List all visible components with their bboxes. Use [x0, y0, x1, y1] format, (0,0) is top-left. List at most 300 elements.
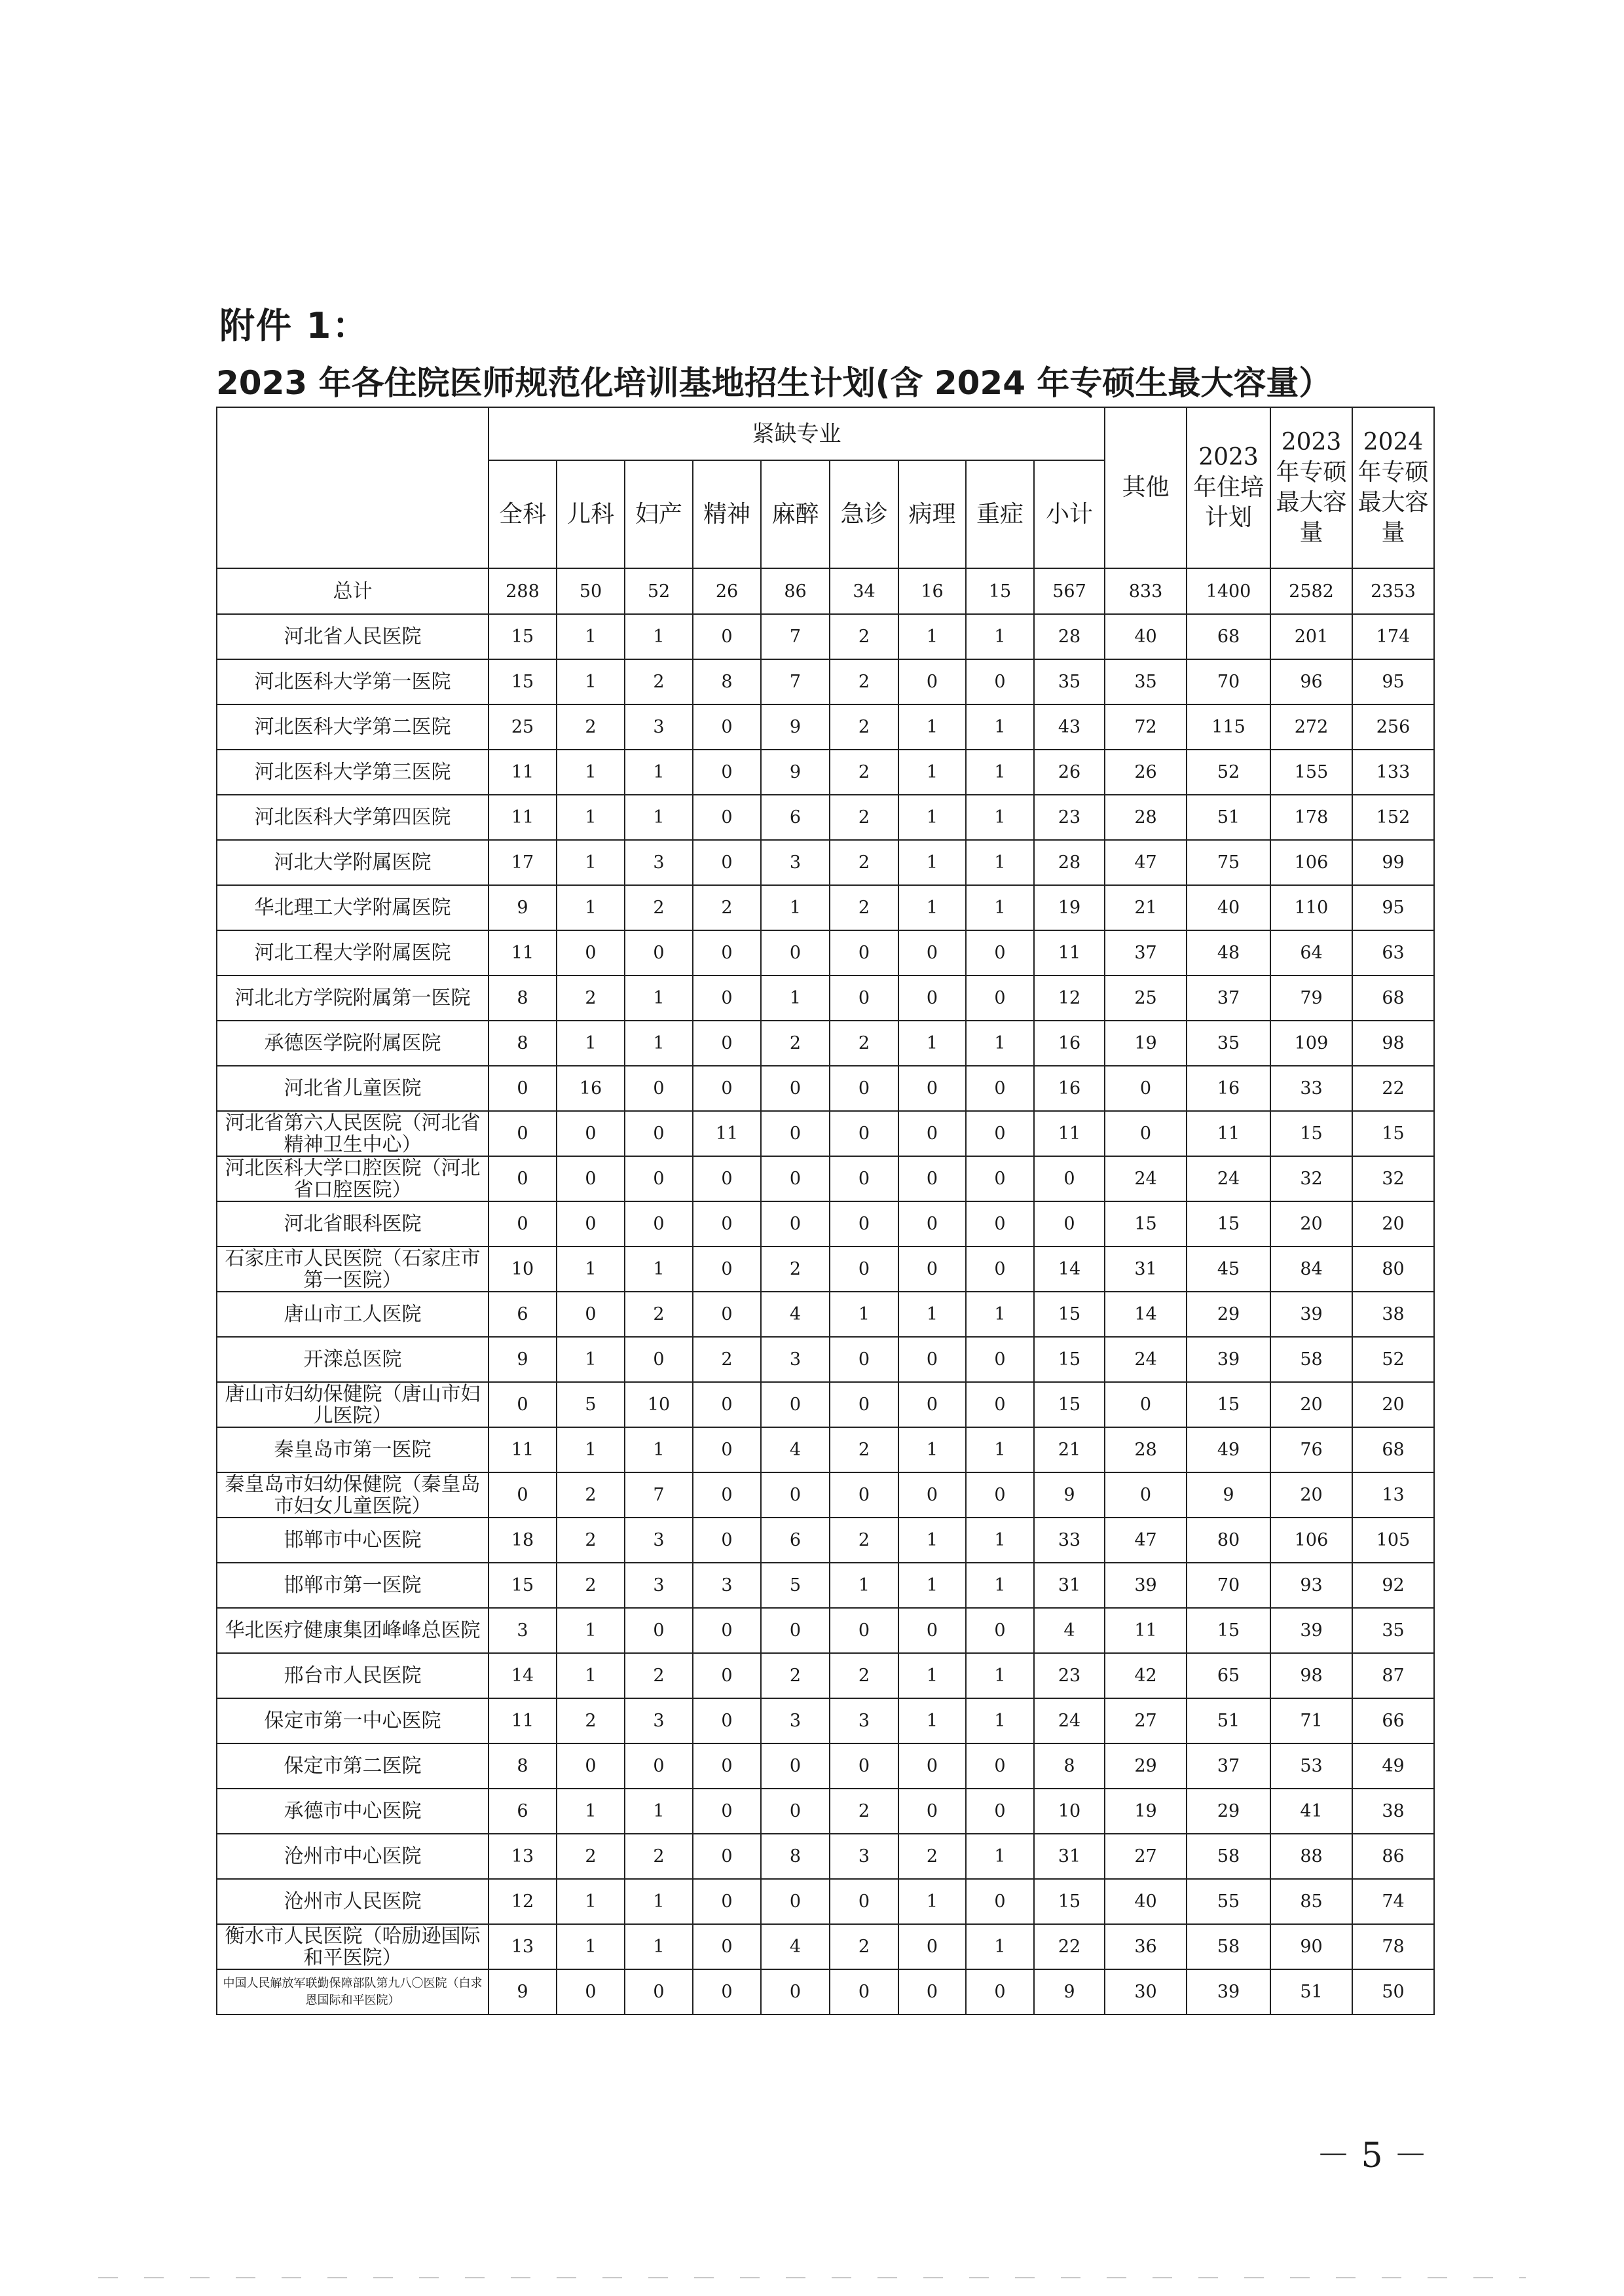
cell-pathology: 0 — [898, 1472, 966, 1518]
cell-2023-plan: 49 — [1187, 1427, 1270, 1472]
cell-psychiatry: 0 — [693, 1472, 761, 1518]
cell-emergency: 2 — [830, 795, 898, 840]
cell-critical-care: 0 — [966, 1337, 1034, 1382]
cell-critical-care: 1 — [966, 614, 1034, 659]
table-row — [217, 1247, 1434, 1292]
hospital-name-cell: 河北省儿童医院 — [217, 1066, 489, 1111]
cell-2024-master-capacity: 105 — [1352, 1518, 1434, 1563]
table-row — [217, 1653, 1434, 1698]
cell-subtotal: 4 — [1034, 1608, 1105, 1653]
cell-pediatrics: 2 — [557, 1563, 625, 1608]
cell-subtotal: 26 — [1034, 750, 1105, 795]
cell-emergency: 0 — [830, 1743, 898, 1789]
cell-critical-care: 0 — [966, 1608, 1034, 1653]
cell-other: 27 — [1105, 1834, 1187, 1879]
cell-critical-care: 1 — [966, 1834, 1034, 1879]
cell-2023-plan: 35 — [1187, 1021, 1270, 1066]
cell-2023-plan: 29 — [1187, 1292, 1270, 1337]
enrollment-plan-table — [216, 407, 1435, 2015]
cell-psychiatry: 0 — [693, 840, 761, 885]
cell-psychiatry: 0 — [693, 1789, 761, 1834]
cell-pathology: 16 — [898, 568, 966, 614]
cell-subtotal: 0 — [1034, 1156, 1105, 1201]
cell-2024-master-capacity: 95 — [1352, 885, 1434, 930]
cell-obstetrics: 1 — [625, 750, 693, 795]
cell-other: 11 — [1105, 1608, 1187, 1653]
cell-critical-care: 0 — [966, 1111, 1034, 1156]
cell-general: 0 — [489, 1201, 557, 1247]
cell-obstetrics: 2 — [625, 1653, 693, 1698]
cell-pediatrics: 0 — [557, 930, 625, 975]
cell-general: 8 — [489, 1743, 557, 1789]
hospital-name-cell: 承德医学院附属医院 — [217, 1021, 489, 1066]
cell-2023-plan: 37 — [1187, 975, 1270, 1021]
cell-2023-master-capacity: 32 — [1270, 1156, 1352, 1201]
cell-emergency: 2 — [830, 1653, 898, 1698]
table-row — [217, 1924, 1434, 1969]
cell-obstetrics: 3 — [625, 1698, 693, 1743]
cell-psychiatry: 0 — [693, 1608, 761, 1653]
hospital-name-cell: 中国人民解放军联勤保障部队第九八〇医院（白求恩国际和平医院） — [217, 1969, 489, 2014]
hospital-name-cell: 总计 — [217, 568, 489, 614]
cell-2023-master-capacity: 178 — [1270, 795, 1352, 840]
cell-pathology: 1 — [898, 1518, 966, 1563]
table-row — [217, 1021, 1434, 1066]
cell-2023-plan: 65 — [1187, 1653, 1270, 1698]
hospital-name-cell: 沧州市中心医院 — [217, 1834, 489, 1879]
cell-emergency: 2 — [830, 1924, 898, 1969]
cell-pediatrics: 2 — [557, 704, 625, 750]
cell-2024-master-capacity: 38 — [1352, 1789, 1434, 1834]
cell-2023-master-capacity: 98 — [1270, 1653, 1352, 1698]
table-row — [217, 930, 1434, 975]
cell-other: 42 — [1105, 1653, 1187, 1698]
cell-emergency: 2 — [830, 840, 898, 885]
cell-obstetrics: 2 — [625, 1292, 693, 1337]
cell-subtotal: 22 — [1034, 1924, 1105, 1969]
cell-general: 11 — [489, 930, 557, 975]
cell-2024-master-capacity: 22 — [1352, 1066, 1434, 1111]
cell-2023-plan: 58 — [1187, 1834, 1270, 1879]
cell-pediatrics: 1 — [557, 1789, 625, 1834]
cell-general: 18 — [489, 1518, 557, 1563]
cell-other: 24 — [1105, 1337, 1187, 1382]
cell-2023-master-capacity: 20 — [1270, 1382, 1352, 1427]
cell-anesthesia: 6 — [761, 795, 830, 840]
cell-obstetrics: 1 — [625, 1427, 693, 1472]
cell-anesthesia: 2 — [761, 1021, 830, 1066]
cell-general: 0 — [489, 1066, 557, 1111]
cell-psychiatry: 0 — [693, 1156, 761, 1201]
table-row — [217, 1337, 1434, 1382]
cell-pediatrics: 2 — [557, 1698, 625, 1743]
cell-2023-plan: 75 — [1187, 840, 1270, 885]
cell-anesthesia: 0 — [761, 1156, 830, 1201]
cell-critical-care: 1 — [966, 1653, 1034, 1698]
cell-emergency: 2 — [830, 750, 898, 795]
cell-2023-master-capacity: 39 — [1270, 1608, 1352, 1653]
cell-obstetrics: 3 — [625, 1518, 693, 1563]
cell-other: 72 — [1105, 704, 1187, 750]
cell-psychiatry: 0 — [693, 1924, 761, 1969]
cell-2023-plan: 39 — [1187, 1337, 1270, 1382]
cell-general: 288 — [489, 568, 557, 614]
cell-critical-care: 1 — [966, 1021, 1034, 1066]
col-header-critical-care: 重症 — [966, 460, 1034, 568]
cell-2023-master-capacity: 79 — [1270, 975, 1352, 1021]
cell-emergency: 0 — [830, 1382, 898, 1427]
cell-2023-master-capacity: 64 — [1270, 930, 1352, 975]
col-header-2023-plan: 2023 年住培计划 — [1187, 407, 1270, 568]
cell-2023-plan: 24 — [1187, 1156, 1270, 1201]
cell-critical-care: 0 — [966, 1201, 1034, 1247]
cell-pathology: 0 — [898, 1066, 966, 1111]
cell-emergency: 0 — [830, 1111, 898, 1156]
cell-2023-master-capacity: 15 — [1270, 1111, 1352, 1156]
cell-pathology: 1 — [898, 885, 966, 930]
col-header-subtotal: 小计 — [1034, 460, 1105, 568]
cell-general: 11 — [489, 750, 557, 795]
cell-other: 0 — [1105, 1472, 1187, 1518]
cell-critical-care: 0 — [966, 1247, 1034, 1292]
cell-pathology: 1 — [898, 795, 966, 840]
cell-2024-master-capacity: 20 — [1352, 1382, 1434, 1427]
cell-2023-master-capacity: 106 — [1270, 840, 1352, 885]
table-row — [217, 1834, 1434, 1879]
cell-general: 13 — [489, 1834, 557, 1879]
cell-critical-care: 1 — [966, 1698, 1034, 1743]
cell-2023-master-capacity: 201 — [1270, 614, 1352, 659]
cell-other: 39 — [1105, 1563, 1187, 1608]
table-row — [217, 1111, 1434, 1156]
cell-critical-care: 1 — [966, 1563, 1034, 1608]
cell-emergency: 0 — [830, 1156, 898, 1201]
cell-2024-master-capacity: 63 — [1352, 930, 1434, 975]
cell-pediatrics: 1 — [557, 1924, 625, 1969]
cell-psychiatry: 26 — [693, 568, 761, 614]
cell-other: 19 — [1105, 1021, 1187, 1066]
table-row — [217, 1879, 1434, 1924]
cell-critical-care: 1 — [966, 840, 1034, 885]
cell-anesthesia: 3 — [761, 840, 830, 885]
cell-emergency: 0 — [830, 1201, 898, 1247]
cell-pathology: 2 — [898, 1834, 966, 1879]
cell-2023-plan: 15 — [1187, 1608, 1270, 1653]
cell-2023-plan: 68 — [1187, 614, 1270, 659]
table-row — [217, 1382, 1434, 1427]
cell-2023-master-capacity: 58 — [1270, 1337, 1352, 1382]
cell-2024-master-capacity: 87 — [1352, 1653, 1434, 1698]
cell-critical-care: 1 — [966, 704, 1034, 750]
cell-pediatrics: 1 — [557, 614, 625, 659]
cell-obstetrics: 0 — [625, 1156, 693, 1201]
cell-other: 24 — [1105, 1156, 1187, 1201]
cell-anesthesia: 1 — [761, 975, 830, 1021]
cell-subtotal: 0 — [1034, 1201, 1105, 1247]
cell-critical-care: 1 — [966, 795, 1034, 840]
cell-2024-master-capacity: 20 — [1352, 1201, 1434, 1247]
cell-pediatrics: 1 — [557, 1879, 625, 1924]
hospital-name-cell: 河北北方学院附属第一医院 — [217, 975, 489, 1021]
cell-subtotal: 31 — [1034, 1834, 1105, 1879]
cell-obstetrics: 1 — [625, 1924, 693, 1969]
cell-general: 0 — [489, 1111, 557, 1156]
cell-anesthesia: 0 — [761, 1472, 830, 1518]
cell-2023-master-capacity: 20 — [1270, 1472, 1352, 1518]
hospital-name-cell: 河北工程大学附属医院 — [217, 930, 489, 975]
cell-emergency: 2 — [830, 1427, 898, 1472]
cell-subtotal: 24 — [1034, 1698, 1105, 1743]
cell-other: 14 — [1105, 1292, 1187, 1337]
cell-obstetrics: 1 — [625, 975, 693, 1021]
scan-edge-rule — [98, 2277, 1526, 2278]
cell-other: 28 — [1105, 1427, 1187, 1472]
cell-anesthesia: 3 — [761, 1337, 830, 1382]
cell-anesthesia: 0 — [761, 1111, 830, 1156]
cell-emergency: 0 — [830, 1608, 898, 1653]
cell-critical-care: 1 — [966, 1292, 1034, 1337]
cell-emergency: 2 — [830, 1021, 898, 1066]
table-row — [217, 1743, 1434, 1789]
cell-critical-care: 0 — [966, 975, 1034, 1021]
cell-2024-master-capacity: 68 — [1352, 1427, 1434, 1472]
cell-subtotal: 28 — [1034, 840, 1105, 885]
table-row — [217, 614, 1434, 659]
hospital-name-cell: 华北医疗健康集团峰峰总医院 — [217, 1608, 489, 1653]
cell-pediatrics: 0 — [557, 1111, 625, 1156]
attachment-label: 附件 1： — [219, 305, 369, 346]
cell-critical-care: 0 — [966, 1066, 1034, 1111]
cell-psychiatry: 0 — [693, 1066, 761, 1111]
hospital-name-cell: 河北大学附属医院 — [217, 840, 489, 885]
cell-anesthesia: 0 — [761, 1201, 830, 1247]
cell-other: 0 — [1105, 1382, 1187, 1427]
cell-pediatrics: 0 — [557, 1156, 625, 1201]
cell-2024-master-capacity: 98 — [1352, 1021, 1434, 1066]
cell-general: 0 — [489, 1472, 557, 1518]
cell-2023-plan: 51 — [1187, 1698, 1270, 1743]
cell-obstetrics: 0 — [625, 1201, 693, 1247]
cell-2024-master-capacity: 35 — [1352, 1608, 1434, 1653]
cell-other: 40 — [1105, 1879, 1187, 1924]
cell-emergency: 2 — [830, 659, 898, 704]
cell-psychiatry: 0 — [693, 1879, 761, 1924]
col-header-pathology: 病理 — [898, 460, 966, 568]
cell-pediatrics: 1 — [557, 840, 625, 885]
cell-critical-care: 0 — [966, 1743, 1034, 1789]
cell-anesthesia: 8 — [761, 1834, 830, 1879]
cell-2024-master-capacity: 49 — [1352, 1743, 1434, 1789]
cell-critical-care: 0 — [966, 1879, 1034, 1924]
cell-obstetrics: 2 — [625, 1834, 693, 1879]
cell-2023-plan: 39 — [1187, 1969, 1270, 2014]
cell-general: 8 — [489, 1021, 557, 1066]
cell-psychiatry: 0 — [693, 1382, 761, 1427]
cell-2023-master-capacity: 51 — [1270, 1969, 1352, 2014]
cell-obstetrics: 3 — [625, 840, 693, 885]
cell-2023-plan: 15 — [1187, 1382, 1270, 1427]
cell-pediatrics: 2 — [557, 1472, 625, 1518]
cell-2023-master-capacity: 93 — [1270, 1563, 1352, 1608]
cell-emergency: 2 — [830, 1518, 898, 1563]
cell-subtotal: 15 — [1034, 1337, 1105, 1382]
cell-psychiatry: 0 — [693, 930, 761, 975]
cell-pediatrics: 50 — [557, 568, 625, 614]
cell-2023-master-capacity: 76 — [1270, 1427, 1352, 1472]
hospital-name-cell: 衡水市人民医院（哈励逊国际和平医院） — [217, 1924, 489, 1969]
cell-obstetrics: 1 — [625, 614, 693, 659]
cell-other: 36 — [1105, 1924, 1187, 1969]
cell-2023-plan: 11 — [1187, 1111, 1270, 1156]
cell-obstetrics: 0 — [625, 1743, 693, 1789]
cell-anesthesia: 86 — [761, 568, 830, 614]
cell-psychiatry: 0 — [693, 1518, 761, 1563]
table-row — [217, 1608, 1434, 1653]
hospital-name-cell: 邯郸市中心医院 — [217, 1518, 489, 1563]
cell-psychiatry: 0 — [693, 1743, 761, 1789]
cell-anesthesia: 0 — [761, 1608, 830, 1653]
cell-2023-master-capacity: 88 — [1270, 1834, 1352, 1879]
cell-emergency: 1 — [830, 1292, 898, 1337]
hospital-name-cell: 承德市中心医院 — [217, 1789, 489, 1834]
cell-2023-master-capacity: 2582 — [1270, 568, 1352, 614]
cell-general: 11 — [489, 1427, 557, 1472]
table-row — [217, 1292, 1434, 1337]
cell-general: 13 — [489, 1924, 557, 1969]
cell-2024-master-capacity: 13 — [1352, 1472, 1434, 1518]
cell-2023-plan: 1400 — [1187, 568, 1270, 614]
hospital-name-cell: 河北省人民医院 — [217, 614, 489, 659]
cell-general: 9 — [489, 1969, 557, 2014]
cell-psychiatry: 0 — [693, 1021, 761, 1066]
cell-2023-plan: 48 — [1187, 930, 1270, 975]
cell-obstetrics: 0 — [625, 1111, 693, 1156]
cell-pediatrics: 16 — [557, 1066, 625, 1111]
cell-emergency: 0 — [830, 975, 898, 1021]
cell-pathology: 0 — [898, 1201, 966, 1247]
hospital-name-cell: 沧州市人民医院 — [217, 1879, 489, 1924]
col-header-emergency: 急诊 — [830, 460, 898, 568]
cell-critical-care: 0 — [966, 1472, 1034, 1518]
table-row — [217, 840, 1434, 885]
cell-obstetrics: 1 — [625, 1021, 693, 1066]
col-header-2024-master-capacity: 2024 年专硕最大容量 — [1352, 407, 1434, 568]
table-row — [217, 1066, 1434, 1111]
cell-psychiatry: 0 — [693, 975, 761, 1021]
cell-psychiatry: 0 — [693, 1834, 761, 1879]
cell-2024-master-capacity: 15 — [1352, 1111, 1434, 1156]
table-row — [217, 1969, 1434, 2014]
cell-other: 47 — [1105, 1518, 1187, 1563]
cell-anesthesia: 4 — [761, 1924, 830, 1969]
cell-2023-plan: 55 — [1187, 1879, 1270, 1924]
cell-obstetrics: 3 — [625, 704, 693, 750]
cell-pathology: 1 — [898, 1698, 966, 1743]
cell-subtotal: 16 — [1034, 1021, 1105, 1066]
cell-obstetrics: 1 — [625, 795, 693, 840]
shortage-specialties-header: 紧缺专业 — [489, 407, 1105, 460]
cell-2024-master-capacity: 2353 — [1352, 568, 1434, 614]
cell-2024-master-capacity: 74 — [1352, 1879, 1434, 1924]
cell-general: 6 — [489, 1292, 557, 1337]
cell-2023-plan: 52 — [1187, 750, 1270, 795]
cell-other: 27 — [1105, 1698, 1187, 1743]
cell-anesthesia: 6 — [761, 1518, 830, 1563]
cell-emergency: 0 — [830, 1879, 898, 1924]
cell-psychiatry: 3 — [693, 1563, 761, 1608]
cell-other: 19 — [1105, 1789, 1187, 1834]
cell-pathology: 0 — [898, 975, 966, 1021]
cell-anesthesia: 9 — [761, 750, 830, 795]
cell-subtotal: 28 — [1034, 614, 1105, 659]
cell-other: 37 — [1105, 930, 1187, 975]
cell-subtotal: 9 — [1034, 1472, 1105, 1518]
cell-emergency: 0 — [830, 1969, 898, 2014]
cell-obstetrics: 10 — [625, 1382, 693, 1427]
cell-emergency: 2 — [830, 885, 898, 930]
cell-2023-plan: 29 — [1187, 1789, 1270, 1834]
cell-2023-master-capacity: 109 — [1270, 1021, 1352, 1066]
hospital-name-cell: 开滦总医院 — [217, 1337, 489, 1382]
cell-general: 15 — [489, 1563, 557, 1608]
cell-critical-care: 0 — [966, 659, 1034, 704]
col-header-psychiatry: 精神 — [693, 460, 761, 568]
cell-2024-master-capacity: 68 — [1352, 975, 1434, 1021]
cell-subtotal: 15 — [1034, 1382, 1105, 1427]
cell-anesthesia: 0 — [761, 1879, 830, 1924]
cell-2023-master-capacity: 39 — [1270, 1292, 1352, 1337]
hospital-name-cell: 河北省第六人民医院（河北省精神卫生中心） — [217, 1111, 489, 1156]
cell-pathology: 0 — [898, 1789, 966, 1834]
cell-subtotal: 35 — [1034, 659, 1105, 704]
cell-subtotal: 19 — [1034, 885, 1105, 930]
cell-pediatrics: 1 — [557, 885, 625, 930]
cell-anesthesia: 0 — [761, 1743, 830, 1789]
cell-obstetrics: 0 — [625, 1608, 693, 1653]
hospital-name-cell: 保定市第二医院 — [217, 1743, 489, 1789]
hospital-name-cell: 唐山市妇幼保健院（唐山市妇儿医院） — [217, 1382, 489, 1427]
cell-other: 0 — [1105, 1066, 1187, 1111]
cell-subtotal: 14 — [1034, 1247, 1105, 1292]
cell-subtotal: 9 — [1034, 1969, 1105, 2014]
cell-pathology: 1 — [898, 1879, 966, 1924]
cell-general: 12 — [489, 1879, 557, 1924]
cell-pediatrics: 5 — [557, 1382, 625, 1427]
cell-emergency: 1 — [830, 1563, 898, 1608]
cell-anesthesia: 5 — [761, 1563, 830, 1608]
hospital-name-cell: 河北医科大学第一医院 — [217, 659, 489, 704]
cell-psychiatry: 0 — [693, 1969, 761, 2014]
cell-2023-plan: 51 — [1187, 795, 1270, 840]
cell-other: 35 — [1105, 659, 1187, 704]
cell-psychiatry: 0 — [693, 750, 761, 795]
cell-other: 25 — [1105, 975, 1187, 1021]
cell-general: 3 — [489, 1608, 557, 1653]
cell-pediatrics: 0 — [557, 1743, 625, 1789]
cell-anesthesia: 4 — [761, 1427, 830, 1472]
cell-2023-plan: 58 — [1187, 1924, 1270, 1969]
cell-emergency: 0 — [830, 930, 898, 975]
cell-2023-master-capacity: 41 — [1270, 1789, 1352, 1834]
cell-psychiatry: 0 — [693, 1292, 761, 1337]
cell-2023-master-capacity: 71 — [1270, 1698, 1352, 1743]
cell-subtotal: 31 — [1034, 1563, 1105, 1608]
cell-2023-plan: 70 — [1187, 659, 1270, 704]
cell-psychiatry: 0 — [693, 1201, 761, 1247]
cell-2023-master-capacity: 20 — [1270, 1201, 1352, 1247]
cell-general: 9 — [489, 885, 557, 930]
cell-general: 0 — [489, 1382, 557, 1427]
